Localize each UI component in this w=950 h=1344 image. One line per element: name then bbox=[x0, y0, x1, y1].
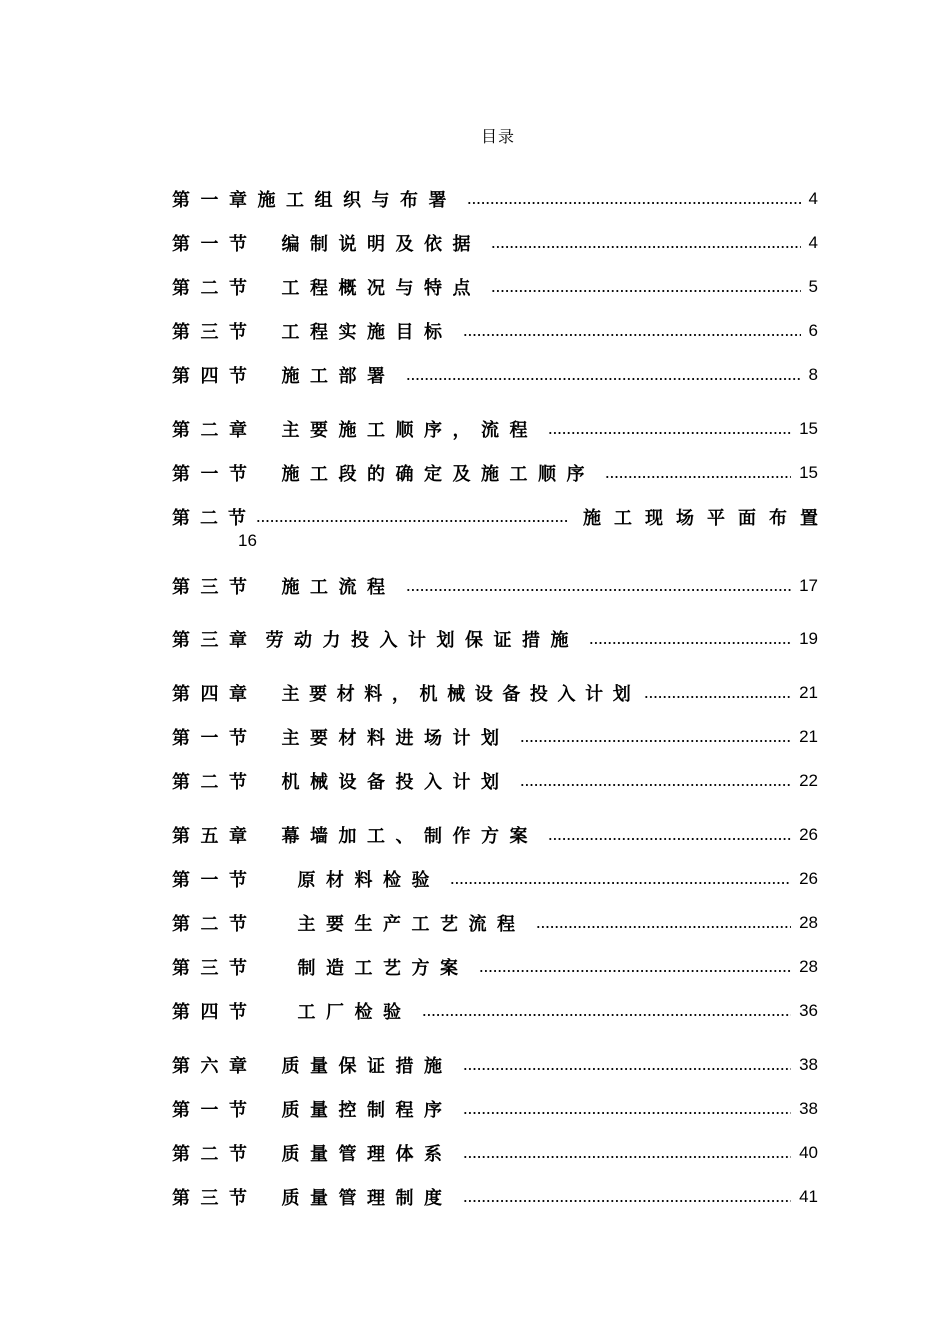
toc-entry-title: 施工现场平面布置 bbox=[583, 508, 831, 529]
toc-leader-dots bbox=[467, 198, 801, 208]
toc-entry[interactable] bbox=[172, 867, 818, 891]
toc-entry[interactable] bbox=[172, 999, 818, 1023]
toc-entry[interactable] bbox=[172, 627, 818, 651]
toc-leader-dots bbox=[491, 286, 801, 296]
toc-entry-section: 第二节 bbox=[172, 914, 258, 935]
toc-entry-title: 制造工艺方案 bbox=[297, 958, 469, 979]
toc-entry-section: 第一节 bbox=[172, 870, 258, 891]
toc-entry[interactable] bbox=[172, 1185, 818, 1209]
toc-entry[interactable] bbox=[172, 769, 818, 793]
toc-entry-section: 第二节 bbox=[172, 772, 258, 793]
toc-entry[interactable] bbox=[172, 1053, 818, 1077]
toc-entry-title: 工程概况与特点 bbox=[281, 278, 481, 299]
toc-entry-page: 26 bbox=[799, 869, 818, 888]
toc-leader-dots bbox=[450, 878, 791, 888]
toc-entry-section: 第一节 bbox=[172, 234, 258, 255]
toc-leader-dots bbox=[422, 1010, 792, 1020]
toc-entry[interactable] bbox=[172, 1141, 818, 1165]
toc-entry-page: 21 bbox=[799, 683, 818, 702]
toc-entry-section: 第一节 bbox=[172, 464, 258, 485]
toc-entry[interactable] bbox=[172, 319, 818, 343]
toc-entry-chapter: 第二章 bbox=[172, 420, 258, 441]
toc-entry-chapter: 第六章 bbox=[172, 1056, 258, 1077]
toc-entry-page: 19 bbox=[799, 629, 818, 648]
toc-entry-chapter: 第三章 bbox=[172, 630, 258, 651]
toc-entry-title: 施工流程 bbox=[281, 577, 396, 598]
toc-entry-section: 第二节 bbox=[172, 508, 256, 529]
toc-entry-page: 38 bbox=[799, 1055, 818, 1074]
toc-entry-page: 6 bbox=[808, 321, 818, 340]
toc-entry[interactable] bbox=[172, 574, 818, 598]
toc-entry-chapter: 第四章 bbox=[172, 684, 258, 705]
toc-entry-page: 4 bbox=[808, 233, 818, 252]
toc-entry-page: 40 bbox=[799, 1143, 818, 1162]
toc-entry-section: 第四节 bbox=[172, 366, 258, 387]
toc-entry-section: 第三节 bbox=[172, 958, 258, 979]
toc-entry-title: 质量控制程序 bbox=[281, 1100, 453, 1121]
toc-title: 目录 bbox=[480, 127, 515, 146]
toc-entry[interactable] bbox=[172, 417, 818, 441]
toc-leader-dots bbox=[463, 1108, 792, 1118]
toc-entry[interactable] bbox=[172, 461, 818, 485]
toc-entry-title: 工厂检验 bbox=[297, 1002, 412, 1023]
toc-leader-dots bbox=[589, 638, 791, 648]
toc-entry[interactable] bbox=[172, 911, 818, 935]
toc-entry[interactable] bbox=[172, 187, 818, 211]
toc-entry-title: 施工组织与布署 bbox=[257, 190, 457, 211]
toc-leader-dots bbox=[520, 736, 792, 746]
toc-entry-title: 施工部署 bbox=[281, 366, 396, 387]
toc-entry[interactable] bbox=[172, 1097, 818, 1121]
toc-leader-dots bbox=[520, 780, 792, 790]
toc-leader-dots bbox=[463, 1152, 792, 1162]
toc-leader-dots bbox=[644, 692, 791, 702]
toc-entry-section: 第一节 bbox=[172, 728, 258, 749]
toc-leader-dots bbox=[463, 1196, 792, 1206]
toc-entry-title: 主要生产工艺流程 bbox=[297, 914, 526, 935]
toc-leader-dots bbox=[406, 585, 792, 595]
toc-entry-title: 机械设备投入计划 bbox=[281, 772, 510, 793]
toc-entry[interactable] bbox=[172, 725, 818, 749]
toc-leader-dots bbox=[463, 330, 801, 340]
toc-entry-title: 质量管理制度 bbox=[281, 1188, 453, 1209]
toc-leader-dots bbox=[536, 922, 792, 932]
toc-entry-page: 15 bbox=[799, 419, 818, 438]
toc-entry-page: 4 bbox=[808, 189, 818, 208]
toc-entry-page: 26 bbox=[799, 825, 818, 844]
toc-entry-title: 工程实施目标 bbox=[281, 322, 453, 343]
toc-entry-section: 第四节 bbox=[172, 1002, 258, 1023]
toc-entry-section: 第三节 bbox=[172, 1188, 258, 1209]
toc-leader-dots bbox=[406, 374, 801, 384]
toc-entry[interactable] bbox=[172, 505, 831, 529]
toc-entry[interactable] bbox=[172, 823, 818, 847]
toc-entry-section: 第二节 bbox=[172, 278, 258, 299]
toc-entry-page: 21 bbox=[799, 727, 818, 746]
toc-entry-page: 16 bbox=[238, 531, 257, 550]
toc-entry-page: 38 bbox=[799, 1099, 818, 1118]
toc-entry[interactable] bbox=[172, 363, 818, 387]
toc-entry[interactable] bbox=[172, 955, 818, 979]
toc-entry-section: 第三节 bbox=[172, 577, 258, 598]
toc-entry[interactable] bbox=[172, 681, 818, 705]
toc-leader-dots bbox=[548, 834, 791, 844]
toc-entry-title: 质量管理体系 bbox=[281, 1144, 453, 1165]
toc-leader-dots bbox=[548, 428, 791, 438]
toc-leader-dots bbox=[491, 242, 801, 252]
toc-leader-dots bbox=[256, 516, 569, 526]
toc-leader-dots bbox=[479, 966, 792, 976]
toc-entry-title: 幕墙加工、制作方案 bbox=[281, 826, 538, 847]
toc-leader-dots bbox=[463, 1064, 792, 1074]
toc-entry-page: 22 bbox=[799, 771, 818, 790]
toc-entry[interactable] bbox=[172, 275, 818, 299]
toc-entry-page: 5 bbox=[808, 277, 818, 296]
toc-entry[interactable] bbox=[172, 231, 818, 255]
toc-entry-title: 施工段的确定及施工顺序 bbox=[281, 464, 595, 485]
toc-entry-page: 17 bbox=[799, 576, 818, 595]
toc-entry-title: 主要施工顺序，流程 bbox=[281, 420, 538, 441]
toc-entry-section: 第二节 bbox=[172, 1144, 258, 1165]
toc-entry-chapter: 第五章 bbox=[172, 826, 258, 847]
toc-entry-title: 质量保证措施 bbox=[281, 1056, 453, 1077]
toc-entry-title: 编制说明及依据 bbox=[281, 234, 481, 255]
toc-entry-page: 36 bbox=[799, 1001, 818, 1020]
toc-entry-section: 第三节 bbox=[172, 322, 258, 343]
toc-entry-chapter: 第一章 bbox=[172, 190, 258, 211]
toc-entry-section: 第一节 bbox=[172, 1100, 258, 1121]
toc-entry-page: 28 bbox=[799, 957, 818, 976]
toc-entry-title: 劳动力投入计划保证措施 bbox=[265, 630, 579, 651]
toc-entry-page: 28 bbox=[799, 913, 818, 932]
toc-entry-title: 主要材料进场计划 bbox=[281, 728, 510, 749]
toc-entry-title: 原材料检验 bbox=[297, 870, 440, 891]
toc-entry-title: 主要材料，机械设备投入计划 bbox=[281, 684, 641, 705]
toc-leader-dots bbox=[605, 472, 791, 482]
toc-entry-page: 8 bbox=[808, 365, 818, 384]
toc-entry-page: 15 bbox=[799, 463, 818, 482]
toc-entry-page: 41 bbox=[799, 1187, 818, 1206]
